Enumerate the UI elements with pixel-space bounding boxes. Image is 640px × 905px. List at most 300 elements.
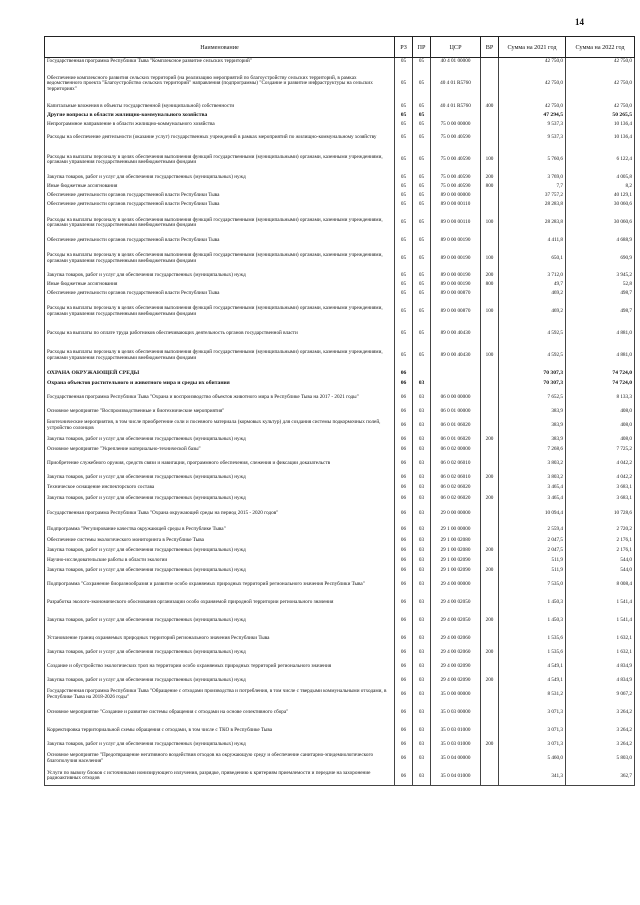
row-vr — [481, 536, 499, 546]
row-name: Подпрограмма "Сохранение биоразнообразия и развитие особо охраняемых природных территорий регионального значения Республики Тыва" — [45, 576, 395, 594]
row-name: Закупка товаров, работ и услуг для обеспечения государственных (муниципальных) нужд — [45, 648, 395, 658]
row-vr: 100 — [481, 343, 499, 369]
row-sum-2022: 498,7 — [566, 299, 635, 325]
row-sum-2022: 1 541,4 — [566, 594, 635, 612]
row-rz: 06 — [395, 505, 413, 524]
header-rz: РЗ — [395, 37, 413, 58]
table-row — [45, 473, 635, 483]
row-pr: 05 — [413, 299, 431, 325]
row-sum-2021: 9 537,3 — [499, 121, 566, 130]
table-row — [45, 556, 635, 566]
table-row — [45, 524, 635, 536]
row-csr — [431, 112, 481, 121]
row-vr — [481, 237, 499, 246]
row-csr: 29 4 00 02060 — [431, 648, 481, 658]
row-sum-2021: 3 071,3 — [499, 704, 566, 722]
row-csr: 89 0 00 00000 — [431, 192, 481, 201]
row-sum-2022: 3 683,1 — [566, 493, 635, 505]
row-name: Закупка товаров, работ и услуг для обеспечения государственных (муниципальных) нужд — [45, 272, 395, 281]
row-rz: 06 — [395, 750, 413, 768]
row-sum-2022: 42 750,0 — [566, 103, 635, 112]
row-sum-2022: 4 688,9 — [566, 237, 635, 246]
row-name: Закупка товаров, работ и услуг для обеспечения государственных (муниципальных) нужд — [45, 493, 395, 505]
row-csr: 29 1 00 02080 — [431, 546, 481, 556]
row-csr: 89 0 00 00870 — [431, 299, 481, 325]
row-sum-2022: 5 803,0 — [566, 750, 635, 768]
row-sum-2022: 498,7 — [566, 290, 635, 299]
row-sum-2022: 362,7 — [566, 768, 635, 786]
row-rz: 06 — [395, 473, 413, 483]
row-vr — [481, 768, 499, 786]
row-rz: 06 — [395, 417, 413, 435]
row-vr — [481, 325, 499, 343]
table-row — [45, 299, 635, 325]
row-csr: 89 0 00 40430 — [431, 325, 481, 343]
table-row — [45, 174, 635, 183]
row-vr: 200 — [481, 435, 499, 445]
row-csr: 29 4 00 02050 — [431, 612, 481, 630]
row-sum-2022: 690,9 — [566, 246, 635, 272]
row-csr — [431, 369, 481, 379]
row-sum-2022: 408,0 — [566, 417, 635, 435]
row-csr: 29 1 00 02080 — [431, 536, 481, 546]
row-sum-2021: 5 760,6 — [499, 147, 566, 174]
row-vr: 100 — [481, 210, 499, 237]
row-csr: 35 0 03 01000 — [431, 722, 481, 740]
table-row — [45, 704, 635, 722]
row-vr — [481, 505, 499, 524]
row-sum-2021: 2 559,4 — [499, 524, 566, 536]
header-sum-2022: Сумма на 2022 год — [566, 37, 635, 58]
row-pr: 03 — [413, 417, 431, 435]
row-rz: 06 — [395, 768, 413, 786]
row-pr: 05 — [413, 192, 431, 201]
row-sum-2022: 74 724,0 — [566, 369, 635, 379]
row-name: Закупка товаров, работ и услуг для обеспечения государственных (муниципальных) нужд — [45, 435, 395, 445]
row-rz: 05 — [395, 58, 413, 66]
row-name: Государственная программа Республики Тыва "Охрана и воспроизводство объектов животного мира в Республике Тыва на 2017 - 2021 годы" — [45, 389, 395, 407]
row-pr: 05 — [413, 201, 431, 210]
row-pr: 05 — [413, 325, 431, 343]
row-sum-2022: 4 042,2 — [566, 455, 635, 473]
row-sum-2021: 4 549,1 — [499, 658, 566, 676]
row-name: Приобретение служебного оружия, средств связи и навигации, программного обеспечения, слежения и фиксации доказательств — [45, 455, 395, 473]
row-name: Основное мероприятие "Воспроизводственные и биотехнические мероприятия" — [45, 407, 395, 417]
row-name: Научно-исследовательские работы в области экологии — [45, 556, 395, 566]
row-csr: 75 0 00 00000 — [431, 121, 481, 130]
row-sum-2022: 10 728,6 — [566, 505, 635, 524]
row-vr: 800 — [481, 183, 499, 192]
row-csr: 35 0 03 01000 — [431, 740, 481, 750]
row-sum-2021: 10 094,4 — [499, 505, 566, 524]
table-row — [45, 630, 635, 648]
row-sum-2021: 511,9 — [499, 556, 566, 566]
row-sum-2021: 2 047,5 — [499, 536, 566, 546]
row-pr: 03 — [413, 407, 431, 417]
row-vr: 200 — [481, 740, 499, 750]
row-name: Закупка товаров, работ и услуг для обеспечения государственных (муниципальных) нужд — [45, 566, 395, 576]
row-rz: 06 — [395, 546, 413, 556]
row-vr — [481, 455, 499, 473]
row-pr: 05 — [413, 343, 431, 369]
row-vr — [481, 483, 499, 493]
row-sum-2022: 544,0 — [566, 556, 635, 566]
row-rz: 05 — [395, 147, 413, 174]
row-vr — [481, 722, 499, 740]
row-name: Непрограммное направление в области жилищно-коммунального хозяйства — [45, 121, 395, 130]
row-pr: 05 — [413, 272, 431, 281]
row-rz: 05 — [395, 192, 413, 201]
row-vr — [481, 524, 499, 536]
row-csr: 29 0 00 00000 — [431, 505, 481, 524]
row-rz: 05 — [395, 201, 413, 210]
row-rz: 06 — [395, 435, 413, 445]
row-pr: 05 — [413, 66, 431, 103]
row-rz: 05 — [395, 325, 413, 343]
row-pr: 03 — [413, 768, 431, 786]
row-rz: 05 — [395, 121, 413, 130]
row-csr: 06 0 01 06020 — [431, 435, 481, 445]
row-vr: 100 — [481, 299, 499, 325]
row-sum-2021: 3 769,0 — [499, 174, 566, 183]
budget-table — [44, 36, 635, 786]
row-sum-2021: 1 450,3 — [499, 612, 566, 630]
row-sum-2022: 2 720,2 — [566, 524, 635, 536]
row-pr: 05 — [413, 103, 431, 112]
row-vr: 200 — [481, 566, 499, 576]
row-vr — [481, 121, 499, 130]
table-row — [45, 455, 635, 473]
row-sum-2022: 4 834,9 — [566, 676, 635, 686]
table-row — [45, 546, 635, 556]
row-sum-2021: 1 450,3 — [499, 594, 566, 612]
table-row — [45, 272, 635, 281]
row-sum-2022: 10 136,4 — [566, 130, 635, 147]
row-sum-2021: 49,7 — [499, 281, 566, 290]
row-vr — [481, 201, 499, 210]
row-sum-2021: 469,2 — [499, 299, 566, 325]
row-rz: 06 — [395, 676, 413, 686]
row-csr: 06 0 02 06010 — [431, 455, 481, 473]
row-sum-2022: 4 042,2 — [566, 473, 635, 483]
row-vr — [481, 594, 499, 612]
table-header-row — [45, 37, 635, 58]
row-sum-2021: 1 535,6 — [499, 630, 566, 648]
row-pr: 05 — [413, 281, 431, 290]
row-pr: 05 — [413, 237, 431, 246]
row-pr: 03 — [413, 722, 431, 740]
row-rz: 06 — [395, 648, 413, 658]
row-name: Другие вопросы в области жилищно-коммунального хозяйства — [45, 112, 395, 121]
row-vr — [481, 417, 499, 435]
row-pr: 03 — [413, 445, 431, 455]
row-rz: 06 — [395, 483, 413, 493]
row-pr: 03 — [413, 630, 431, 648]
row-sum-2021: 4 592,5 — [499, 343, 566, 369]
row-csr: 29 1 00 02090 — [431, 556, 481, 566]
row-vr: 200 — [481, 493, 499, 505]
row-csr: 29 4 00 00000 — [431, 576, 481, 594]
table-row — [45, 435, 635, 445]
row-sum-2022: 42 750,0 — [566, 66, 635, 103]
row-pr: 05 — [413, 121, 431, 130]
row-name: Расходы на выплаты персоналу в целях обеспечения выполнения функций государственными (муниципальными) органами, казенными учреждениями, органами управления государственными внебюджетными фондами — [45, 147, 395, 174]
row-sum-2022: 30 060,6 — [566, 201, 635, 210]
row-sum-2022: 3 264,2 — [566, 722, 635, 740]
row-csr: 40 4 01 R5760 — [431, 103, 481, 112]
row-sum-2022: 52,8 — [566, 281, 635, 290]
row-name: Расходы на выплаты по оплате труда работников обеспечивающих деятельность органов государственной власти — [45, 325, 395, 343]
row-sum-2021: 7,7 — [499, 183, 566, 192]
row-csr: 40 4 01 R5760 — [431, 66, 481, 103]
row-pr: 05 — [413, 58, 431, 66]
row-rz: 06 — [395, 493, 413, 505]
row-sum-2021: 2 047,5 — [499, 546, 566, 556]
row-pr: 03 — [413, 483, 431, 493]
row-rz: 05 — [395, 183, 413, 192]
row-sum-2021: 42 750,0 — [499, 58, 566, 66]
row-pr — [413, 369, 431, 379]
row-rz: 06 — [395, 704, 413, 722]
row-name: Основное мероприятие "Создание и развитие системы обращения с отходами на основе селективного сбора" — [45, 704, 395, 722]
row-name: Государственная программа Республики Тыва "Комплексное развитие сельских территорий" — [45, 58, 395, 66]
row-pr: 03 — [413, 648, 431, 658]
header-vr: ВР — [481, 37, 499, 58]
row-csr: 29 4 00 02090 — [431, 658, 481, 676]
row-rz: 06 — [395, 407, 413, 417]
table-row — [45, 536, 635, 546]
row-sum-2022: 4 881,0 — [566, 325, 635, 343]
header-name: Наименование — [45, 37, 395, 58]
table-row — [45, 576, 635, 594]
row-name: Закупка товаров, работ и услуг для обеспечения государственных (муниципальных) нужд — [45, 546, 395, 556]
table-row — [45, 722, 635, 740]
row-rz: 05 — [395, 272, 413, 281]
row-csr: 29 1 00 02090 — [431, 566, 481, 576]
row-csr: 35 0 04 00000 — [431, 750, 481, 768]
row-sum-2022: 74 724,0 — [566, 379, 635, 389]
row-csr: 75 0 00 40590 — [431, 183, 481, 192]
row-name: Обеспечение деятельности органов государственной власти Республики Тыва — [45, 201, 395, 210]
row-pr: 03 — [413, 704, 431, 722]
header-csr: ЦСР — [431, 37, 481, 58]
row-sum-2021: 3 803,2 — [499, 455, 566, 473]
page-number: 14 — [575, 17, 584, 27]
row-sum-2022: 1 632,1 — [566, 648, 635, 658]
row-csr: 35 0 00 00000 — [431, 686, 481, 704]
table-row — [45, 612, 635, 630]
row-vr — [481, 686, 499, 704]
row-csr: 06 0 02 06010 — [431, 473, 481, 483]
row-name: Расходы на обеспечение деятельности (оказание услуг) государственных учреждений в рамках мероприятий по жилищно-коммунальному хозяйству — [45, 130, 395, 147]
table-row — [45, 445, 635, 455]
table-row — [45, 566, 635, 576]
row-rz: 05 — [395, 174, 413, 183]
row-vr: 200 — [481, 612, 499, 630]
row-csr: 06 0 02 00000 — [431, 445, 481, 455]
table-row — [45, 201, 635, 210]
row-csr: 40 4 01 00000 — [431, 58, 481, 66]
row-sum-2021: 8 531,2 — [499, 686, 566, 704]
row-rz: 05 — [395, 237, 413, 246]
row-name: Основное мероприятие "Предотвращение негативного воздействия отходов на окружающую среду и обеспечение санитарно-эпидемиологического благополучия населения" — [45, 750, 395, 768]
row-name: Расходы на выплаты персоналу в целях обеспечения выполнения функций государственными (муниципальными) органами, казенными учреждениями, органами управления государственными внебюджетными фондами — [45, 343, 395, 369]
row-sum-2021: 511,9 — [499, 566, 566, 576]
table-row — [45, 417, 635, 435]
row-pr: 03 — [413, 594, 431, 612]
row-name: Государственная программа Республики Тыва "Обращение с отходами производства и потребления, в том числе с твердыми коммунальными отходами, в Республике Тыва на 2018-2026 годы" — [45, 686, 395, 704]
row-sum-2021: 341,3 — [499, 768, 566, 786]
table-row — [45, 343, 635, 369]
table-row — [45, 369, 635, 379]
row-sum-2021: 4 592,5 — [499, 325, 566, 343]
row-rz: 05 — [395, 343, 413, 369]
row-csr: 89 0 00 00110 — [431, 201, 481, 210]
row-pr: 03 — [413, 389, 431, 407]
row-vr — [481, 379, 499, 389]
table-row — [45, 676, 635, 686]
row-sum-2021: 9 537,3 — [499, 130, 566, 147]
table-row — [45, 750, 635, 768]
row-rz: 06 — [395, 686, 413, 704]
row-csr: 29 4 00 02060 — [431, 630, 481, 648]
row-sum-2022: 50 265,5 — [566, 112, 635, 121]
row-sum-2022: 4 834,9 — [566, 658, 635, 676]
row-sum-2021: 469,2 — [499, 290, 566, 299]
row-rz: 06 — [395, 594, 413, 612]
row-csr: 35 0 04 01000 — [431, 768, 481, 786]
row-vr: 100 — [481, 147, 499, 174]
row-name: Обеспечение системы экологического мониторинга в Республике Тыва — [45, 536, 395, 546]
table-row — [45, 112, 635, 121]
table-row — [45, 103, 635, 112]
row-vr: 400 — [481, 103, 499, 112]
table-row — [45, 121, 635, 130]
row-pr: 05 — [413, 112, 431, 121]
row-name: Разработка эколого-экономического обоснования организации особо охраняемой природной территории регионального значения — [45, 594, 395, 612]
row-sum-2022: 30 060,6 — [566, 210, 635, 237]
row-csr: 89 0 00 00190 — [431, 272, 481, 281]
row-name: Установление границ охраняемых природных территорий регионального значения Республики Тыва — [45, 630, 395, 648]
table-row — [45, 483, 635, 493]
row-pr: 05 — [413, 183, 431, 192]
row-name: Расходы на выплаты персоналу в целях обеспечения выполнения функций государственными (муниципальными) органами, казенными учреждениями, органами управления государственными внебюджетными фондами — [45, 299, 395, 325]
row-sum-2021: 37 757,2 — [499, 192, 566, 201]
row-vr — [481, 658, 499, 676]
row-rz: 06 — [395, 630, 413, 648]
table-row — [45, 493, 635, 505]
row-pr: 03 — [413, 536, 431, 546]
table-row — [45, 58, 635, 66]
header-sum-2021: Сумма на 2021 год — [499, 37, 566, 58]
row-vr — [481, 576, 499, 594]
row-name: Государственная программа Республики Тыва "Охрана окружающей среды на период 2015 - 2020 годов" — [45, 505, 395, 524]
row-rz: 06 — [395, 566, 413, 576]
table-row — [45, 686, 635, 704]
row-name: Закупка товаров, работ и услуг для обеспечения государственных (муниципальных) нужд — [45, 473, 395, 483]
row-csr: 89 0 00 00110 — [431, 210, 481, 237]
row-vr — [481, 58, 499, 66]
row-vr: 200 — [481, 546, 499, 556]
row-pr: 05 — [413, 174, 431, 183]
table-row — [45, 740, 635, 750]
row-rz: 06 — [395, 658, 413, 676]
row-rz: 05 — [395, 299, 413, 325]
row-sum-2021: 383,9 — [499, 407, 566, 417]
row-vr — [481, 704, 499, 722]
row-pr: 03 — [413, 576, 431, 594]
row-vr: 200 — [481, 676, 499, 686]
table-row — [45, 594, 635, 612]
row-pr: 03 — [413, 612, 431, 630]
row-sum-2022: 2 176,1 — [566, 536, 635, 546]
row-sum-2022: 42 750,0 — [566, 58, 635, 66]
row-sum-2021: 650,1 — [499, 246, 566, 272]
row-name: Закупка товаров, работ и услуг для обеспечения государственных (муниципальных) нужд — [45, 174, 395, 183]
row-rz: 05 — [395, 290, 413, 299]
table-row — [45, 237, 635, 246]
row-vr: 200 — [481, 648, 499, 658]
row-csr: 89 0 00 00190 — [431, 281, 481, 290]
table-row — [45, 325, 635, 343]
row-sum-2021: 42 750,0 — [499, 103, 566, 112]
table-row — [45, 183, 635, 192]
row-sum-2022: 3 683,1 — [566, 483, 635, 493]
row-sum-2021: 70 307,3 — [499, 379, 566, 389]
table-row — [45, 379, 635, 389]
row-vr — [481, 389, 499, 407]
row-vr — [481, 130, 499, 147]
table-row — [45, 290, 635, 299]
row-rz: 06 — [395, 576, 413, 594]
row-rz: 05 — [395, 66, 413, 103]
row-rz: 05 — [395, 210, 413, 237]
row-pr: 03 — [413, 435, 431, 445]
table-row — [45, 210, 635, 237]
row-csr: 75 0 00 40590 — [431, 147, 481, 174]
row-rz: 05 — [395, 103, 413, 112]
row-csr: 89 0 00 00190 — [431, 237, 481, 246]
row-sum-2022: 3 264,2 — [566, 740, 635, 750]
table-row — [45, 281, 635, 290]
row-sum-2021: 70 307,3 — [499, 369, 566, 379]
row-pr: 03 — [413, 750, 431, 768]
row-pr: 03 — [413, 455, 431, 473]
row-sum-2021: 3 465,4 — [499, 483, 566, 493]
row-sum-2021: 383,9 — [499, 417, 566, 435]
row-sum-2022: 10 136,4 — [566, 121, 635, 130]
row-name: Создание и обустройство экологических троп на территории особо охраняемых природных территорий регионального значения — [45, 658, 395, 676]
table-row — [45, 768, 635, 786]
row-name: Расходы на выплаты персоналу в целях обеспечения выполнения функций государственными (муниципальными) органами, казенными учреждениями, органами управления государственными внебюджетными фондами — [45, 246, 395, 272]
row-pr: 03 — [413, 556, 431, 566]
row-name: ОХРАНА ОКРУЖАЮЩЕЙ СРЕДЫ — [45, 369, 395, 379]
row-pr: 03 — [413, 379, 431, 389]
row-sum-2021: 383,9 — [499, 435, 566, 445]
table-row — [45, 648, 635, 658]
row-sum-2021: 47 294,5 — [499, 112, 566, 121]
row-sum-2021: 28 283,8 — [499, 201, 566, 210]
row-name: Капитальные вложения в объекты государственной (муниципальной) собственности — [45, 103, 395, 112]
row-csr: 29 1 00 00000 — [431, 524, 481, 536]
row-name: Закупка товаров, работ и услуг для обеспечения государственных (муниципальных) нужд — [45, 740, 395, 750]
table-row — [45, 147, 635, 174]
row-name: Обеспечение комплексного развития сельских территорий (на реализацию мероприятий по благоустройству сельских территорий, в рамках ведомственного проекта "Благоустройство сельских территорий" направления (подпрограммы) "Создание и развитие инфраструктуры на сельских территориях" — [45, 66, 395, 103]
row-csr: 06 0 01 00000 — [431, 407, 481, 417]
row-name: Охрана объектов растительного и животного мира и среды их обитания — [45, 379, 395, 389]
row-rz: 05 — [395, 130, 413, 147]
row-rz: 06 — [395, 524, 413, 536]
